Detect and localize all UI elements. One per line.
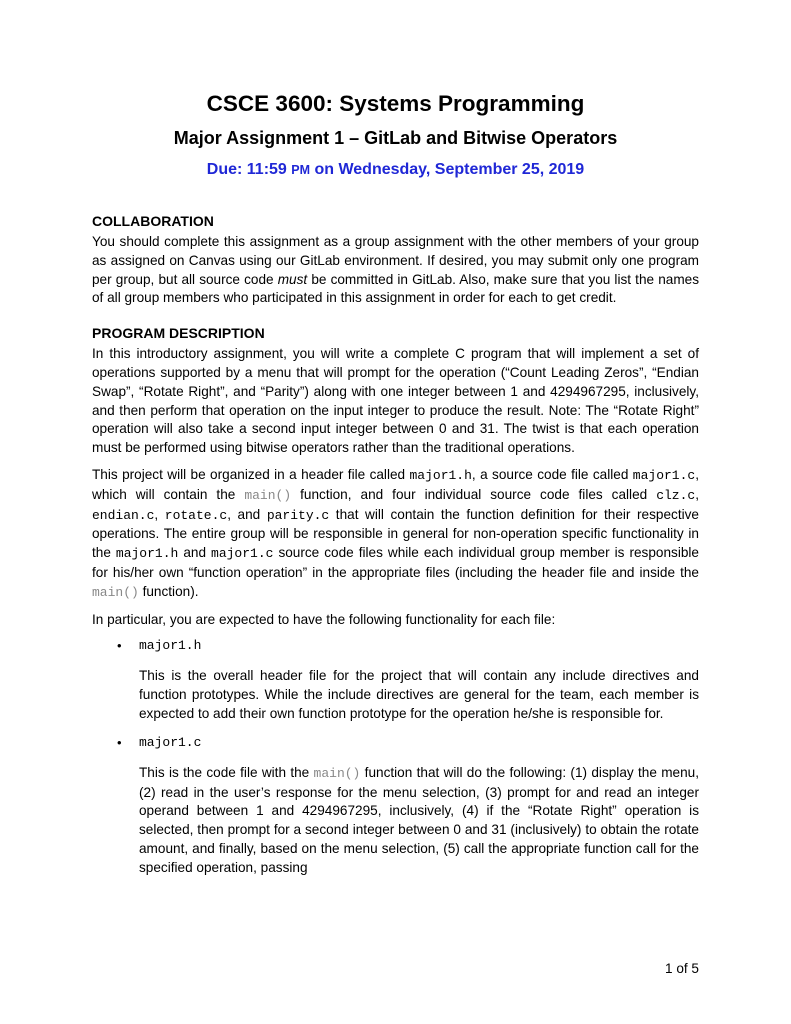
bullet-major1-h-description: This is the overall header file for the project that will contain any include directives and function prototypes. While the include directives are general for the team, each member is expected to add their own function prototype for the operation he/she is responsible for. [139, 668, 699, 721]
bullet-major1-h: • major1.h [117, 638, 202, 654]
course-title: CSCE 3600: Systems Programming [206, 91, 585, 116]
program-paragraph-3: In particular, you are expected to have the following functionality for each file: [92, 611, 556, 627]
bullet-major1-c: • major1.c [117, 734, 202, 750]
collaboration-paragraph: You should complete this assignment as a group assignment with the other members of your group as assigned on Canvas using our GitLab environment. If desired, you may submit only one program per group, but all source code must be committed in GitLab. Also, make sure that you list the names of all group members who participated in this assignment in order for each to get credit. [92, 234, 699, 306]
program-paragraph-1: In this introductory assignment, you will write a complete C program that will implement a set of operations supported by a menu that will prompt for the operation (“Count Leading Zeros”, “Endian Swap”, “Rotate Right”, and “Parity”) along with one integer between 1 and 4294967295, inclusively, and then perform that operation on the input integer to produce the result. Note: The “Rotate Right” operation will also take a second input integer between 0 and 31. The twist is that each operation must be performed using bitwise operators rather than the traditional operations. [92, 346, 699, 456]
bullet-dot-icon: • [117, 638, 122, 654]
bullet-major1-c-description: This is the code file with the main() function that will do the following: (1) display the menu, (2) read in the user’s response for the menu selection, (3) prompt for and read an integer operand between 1 and 4294967295, inclusively, (4) if the “Rotate Right” operation is selected, then prompt for a second integer between 0 and 31 (inclusively) to obtain the rotate amount, and finally, based on the menu selection, (5) call the appropriate function call for the specified operation, passing [139, 764, 699, 875]
due-date: Due: 11:59 PM on Wednesday, September 25, 2019 [206, 161, 585, 178]
collaboration-heading: COLLABORATION [92, 213, 214, 229]
bullet-dot-icon: • [117, 734, 122, 750]
program-paragraph-2: This project will be organized in a header file called major1.h, a source code file called major1.c, which will contain the main() function, and four individual source code files called clz.c, endian.c, rotate.c, and parity.c that will contain the function definition for their respective operations. The entire group will be responsible in general for non-operation specific functionality in the major1.h and major1.c source code files while each individual group member is responsible for his/her own “function operation” in the appropriate files (including the header file and inside the main() function). [92, 466, 699, 600]
program-description-heading: PROGRAM DESCRIPTION [92, 325, 265, 342]
document-body [92, 212, 699, 888]
page-number: 1 of 5 [664, 961, 699, 976]
assignment-title: Major Assignment 1 – GitLab and Bitwise Operators [173, 128, 618, 148]
